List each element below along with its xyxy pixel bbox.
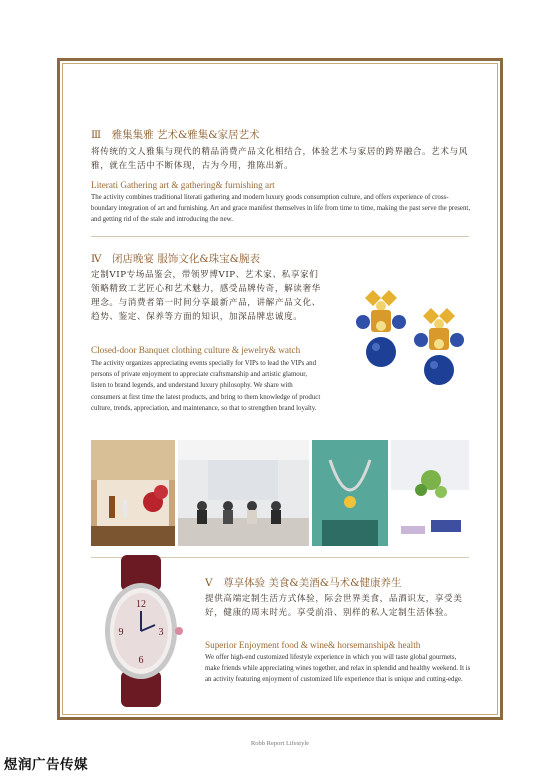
section5-title: Ⅴ 尊享体验 美食&美酒&马术&健康养生	[205, 577, 402, 589]
section5-cn-text: 提供高端定制生活方式体验，际会世界美食，品酒识友，享受美好，健康的周末时光。享受前沿、别样的私人定制生活体验。	[205, 594, 463, 618]
banquet-table-photo	[91, 440, 175, 546]
dinner-table-photo	[391, 440, 469, 546]
section5-en-text: We offer high-end customized lifestyle experience in which you will taste global gourmets, make friends while appreciating wines together, and relax in splendid and healthy weekend. It is an activity featuring enjoyment of customized life experience that is unique and cutting-edge.	[205, 654, 471, 684]
footer-text: Robb Report Lifestyle	[250, 740, 310, 747]
section4-en-title: Closed-door Banquet clothing culture & jewelry& watch	[91, 345, 301, 355]
watch-image	[91, 555, 191, 707]
section3-en-text: The activity combines traditional literati gathering and modern luxury goods consumption culture, and offers experience of cross-boundary integration of art and furnishing. Art and grace manifest themselves in life from time to time, making the past serve the present, and getting rid of the stale and introducing the new.	[91, 194, 471, 224]
section3-en-title: Literati Gathering art & gathering& furnishing art	[91, 180, 275, 190]
svg-text:9: 9	[118, 627, 124, 638]
necklace-display-photo	[312, 440, 388, 546]
svg-text:6: 6	[138, 655, 144, 666]
watermark-text: 煜润广告传媒	[4, 757, 88, 773]
sapphire-earrings-image	[345, 278, 475, 398]
panel-discussion-photo	[178, 440, 309, 546]
section3-divider	[91, 236, 469, 237]
section3-cn-text: 将传统的文人雅集与现代的精品消费产品文化相结合，体验艺术与家居的跨界融合。艺术与风雅，就在生活中不断体现，古为今用，推陈出新。	[91, 147, 468, 171]
svg-text:12: 12	[136, 599, 146, 610]
section4-title: Ⅳ 闭店晚宴 服饰文化&珠宝&腕表	[91, 253, 261, 265]
section3-title: Ⅲ 雅集集雅 艺术&雅集&家居艺术	[91, 129, 260, 141]
section5-en-title: Superior Enjoyment food & wine& horsemanship& health	[205, 640, 421, 650]
section4-en-text: The activity organizes appreciating events specially for VIPs to lead the VIPs and persons of private enjoyment to appreciate craftsmanship and artistic glamour, listen to brand legends, and understand luxury philosophy. We share with consumers at first time the latest products, and bring to them knowledge of product culture, trends, appreciation, and maintenance, so that to strengthen brand loyalty.	[91, 360, 321, 412]
section4-cn-text: 定制VIP专场品鉴会，带领罗博VIP、艺术家、私享家们领略精致工艺匠心和艺术魅力，感受品牌传奇，解读奢华理念。与消费者第一时间分享最新产品，讲解产品文化、趋势、鉴定、保养等方面的知识，加深品牌忠诚度。	[91, 270, 321, 322]
svg-text:3: 3	[158, 627, 164, 638]
